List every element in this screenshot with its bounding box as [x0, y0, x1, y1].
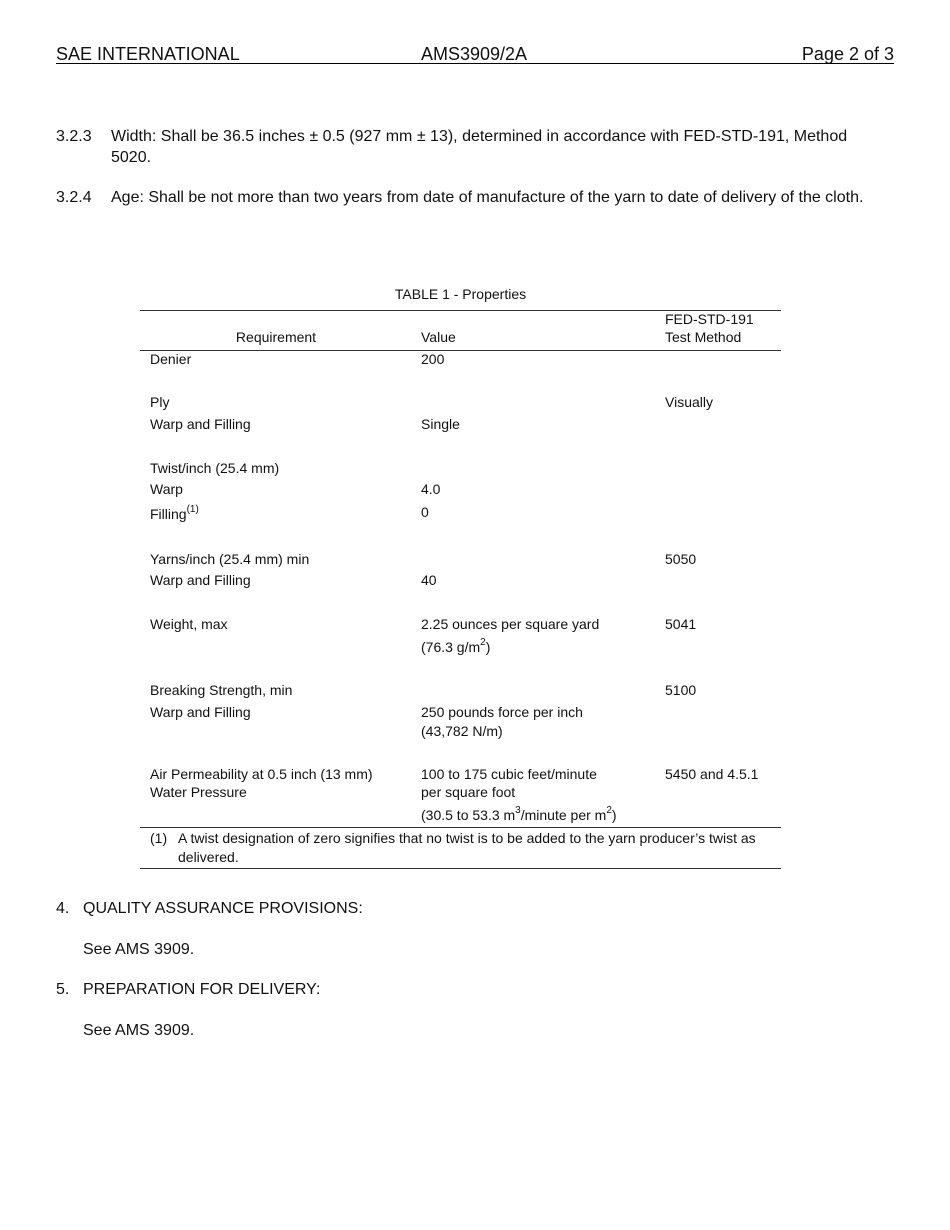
row-weight-value-line2	[421, 638, 490, 656]
section-4-body: See AMS 3909.	[83, 941, 195, 958]
row-yarns-method: 5050	[665, 551, 697, 567]
row-breaking-warp-filling-requirement: Warp and Filling	[150, 704, 251, 720]
row-twist-warp-value: 4.0	[421, 481, 441, 497]
row-twist-filling-requirement	[150, 505, 199, 523]
row-twist-filling-label: Filling	[150, 506, 187, 522]
section-number: 5.	[56, 981, 70, 998]
row-twist-warp-requirement: Warp	[150, 481, 183, 497]
table-title: TABLE 1 - Properties	[394, 286, 527, 302]
row-ply-warp-filling-value: Single	[421, 416, 460, 432]
row-air-value-line1: 100 to 175 cubic feet/minute	[421, 766, 597, 782]
paragraph-text: Age: Shall be not more than two years from date of manufacture of the yarn to date of delivery of the cloth.	[111, 189, 864, 206]
row-air-requirement-line2: Water Pressure	[150, 784, 247, 800]
weight-metric-text: (76.3 g/m	[421, 639, 481, 655]
paragraph-number: 3.2.4	[56, 189, 92, 206]
header-page-number: Page 2 of 3	[801, 44, 894, 64]
superscript: 2	[606, 805, 612, 817]
table-header-rule	[140, 350, 781, 351]
row-ply-requirement: Ply	[150, 394, 170, 410]
row-air-requirement-line1: Air Permeability at 0.5 inch (13 mm)	[150, 766, 373, 782]
row-breaking-requirement: Breaking Strength, min	[150, 682, 293, 698]
column-header-method-line1: FED-STD-191	[665, 311, 754, 327]
paragraph-text: Width: Shall be 36.5 inches ± 0.5 (927 mm ± 13), determined in accordance with FED-STD-191, Method 5020.	[111, 128, 848, 166]
row-denier-requirement: Denier	[150, 351, 192, 367]
row-twist-requirement: Twist/inch (25.4 mm)	[150, 460, 280, 476]
row-twist-filling-value: 0	[421, 504, 429, 520]
row-yarns-requirement: Yarns/inch (25.4 mm) min	[150, 551, 310, 567]
row-weight-value-line1: 2.25 ounces per square yard	[421, 616, 600, 632]
row-breaking-value-line1: 250 pounds force per inch	[421, 704, 583, 720]
row-ply-warp-filling-requirement: Warp and Filling	[150, 416, 251, 432]
section-title: PREPARATION FOR DELIVERY:	[83, 981, 321, 998]
header-doc-number: AMS3909/2A	[421, 44, 528, 64]
superscript: 2	[480, 637, 486, 649]
row-denier-value: 200	[421, 351, 445, 367]
section-title: QUALITY ASSURANCE PROVISIONS:	[83, 900, 363, 917]
row-air-value-line3	[421, 806, 617, 824]
weight-metric-close: )	[485, 639, 491, 655]
air-metric-text: (30.5 to 53.3 m	[421, 807, 516, 823]
row-breaking-value-line2: (43,782 N/m)	[421, 723, 503, 739]
air-metric-text-mid: /minute per m	[520, 807, 607, 823]
table-body-rule	[140, 827, 781, 828]
column-header-requirement: Requirement	[235, 329, 317, 345]
row-weight-method: 5041	[665, 616, 697, 632]
column-header-method-line2: Test Method	[665, 329, 742, 345]
row-yarns-warp-filling-requirement: Warp and Filling	[150, 572, 251, 588]
paragraph-number: 3.2.3	[56, 128, 92, 145]
footnote-number: (1)	[150, 830, 168, 846]
air-metric-close: )	[611, 807, 617, 823]
row-breaking-method: 5100	[665, 682, 697, 698]
footnote-text: A twist designation of zero signifies that no twist is to be added to the yarn producer’s twist as delivered.	[178, 830, 756, 865]
superscript: 3	[515, 805, 521, 817]
table-bottom-rule	[140, 868, 781, 869]
header-rule	[56, 63, 894, 64]
footnote-reference: (1)	[186, 504, 199, 516]
section-number: 4.	[56, 900, 70, 917]
header-org: SAE INTERNATIONAL	[56, 44, 240, 64]
column-header-value: Value	[421, 329, 456, 345]
row-weight-requirement: Weight, max	[150, 616, 228, 632]
section-5-body: See AMS 3909.	[83, 1022, 195, 1039]
row-air-value-line2: per square foot	[421, 784, 516, 800]
row-air-method: 5450 and 4.5.1	[665, 766, 759, 782]
row-yarns-warp-filling-value: 40	[421, 572, 437, 588]
row-ply-method: Visually	[665, 394, 713, 410]
